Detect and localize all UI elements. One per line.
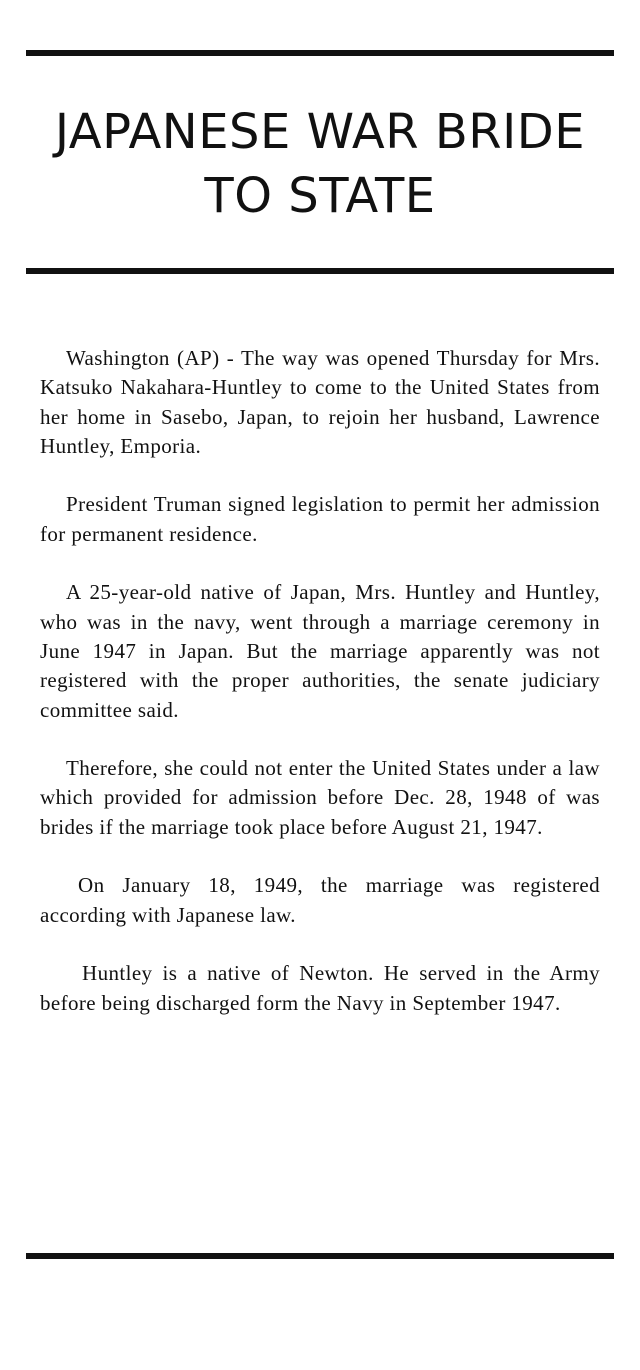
top-rule bbox=[26, 50, 614, 56]
paragraph-law-deadline: Therefore, she could not enter the United States under a law which provided for admission before Dec. 28, 1948 of was brides if the marriage took place before August 21, 1947. bbox=[40, 756, 600, 839]
headline-line-2: TO STATE bbox=[204, 168, 436, 224]
paragraph-dateline: Washington (AP) - The way was opened Thursday for Mrs. Katsuko Nakahara-Huntley to come to the United States from her home in Sasebo, Japan, to rejoin her husband, Lawrence Huntley, Emporia. bbox=[40, 346, 600, 458]
headline-rule bbox=[26, 268, 614, 274]
paragraph-legislation: President Truman signed legislation to permit her admission for permanent residence. bbox=[40, 492, 600, 546]
paragraph-husband-bio: Huntley is a native of Newton. He served in the Army before being discharged form the Navy in September 1947. bbox=[40, 961, 600, 1015]
paragraph-registration: On January 18, 1949, the marriage was registered according with Japanese law. bbox=[40, 873, 600, 927]
paragraph-marriage-ceremony: A 25-year-old native of Japan, Mrs. Huntley and Huntley, who was in the navy, went through a marriage ceremony in June 1947 in Japan. But the marriage apparently was not registered with the proper authorities, the senate judiciary committee said. bbox=[40, 580, 600, 722]
bottom-rule bbox=[26, 1253, 614, 1259]
headline-line-1: JAPANESE WAR BRIDE bbox=[54, 104, 586, 160]
article-body bbox=[40, 344, 600, 1047]
article-headline bbox=[20, 100, 620, 228]
